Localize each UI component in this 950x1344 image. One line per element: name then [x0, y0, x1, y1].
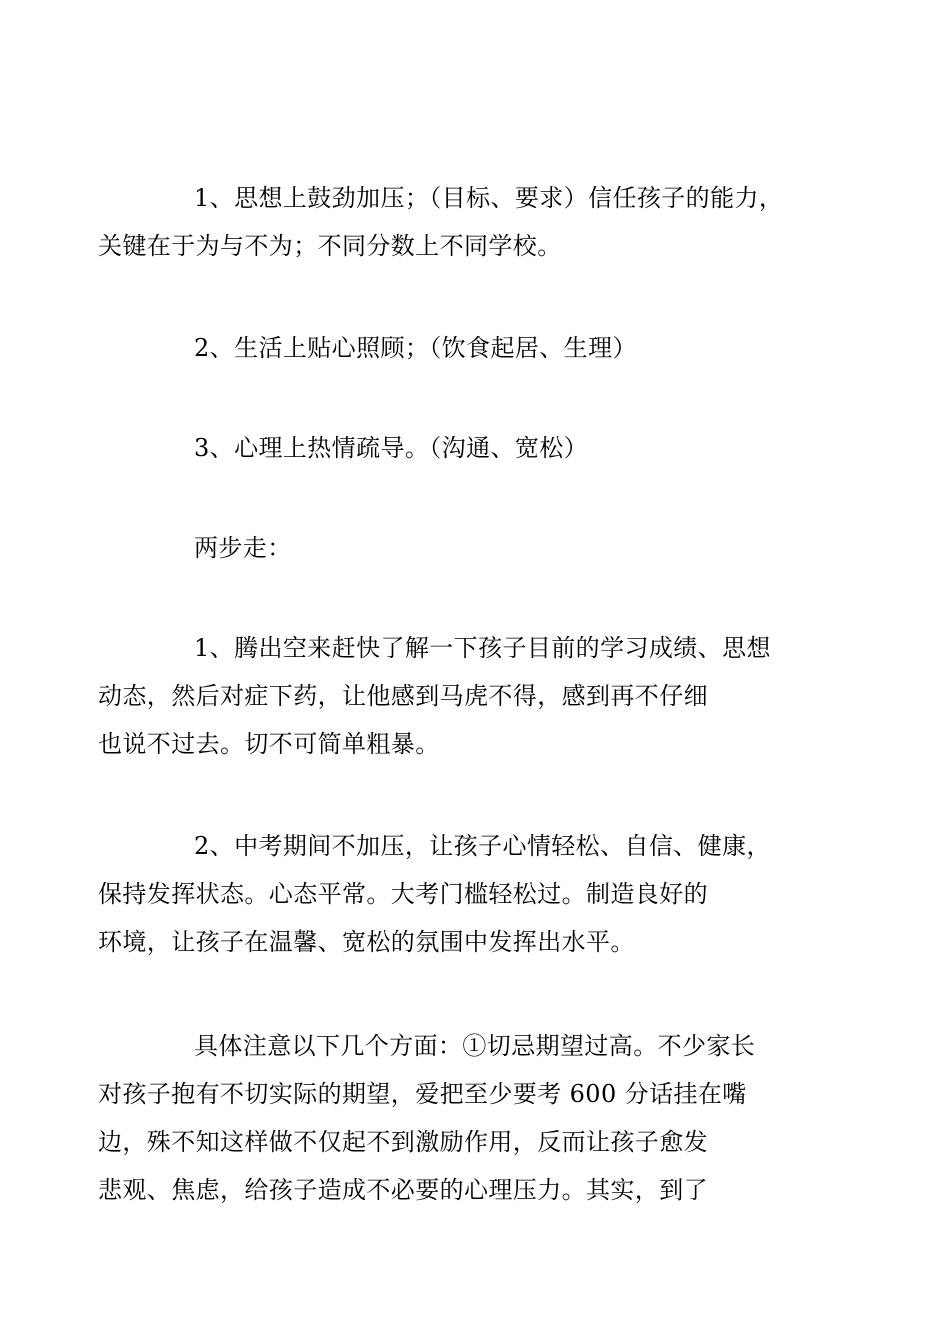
paragraph-4 [146, 524, 818, 572]
paragraph-7-line-3: 边，殊不知这样做不仅起不到激励作用，反而让孩子愈发 [98, 1128, 708, 1156]
paragraph-5-line-3: 也说不过去。切不可简单粗暴。 [98, 730, 440, 758]
paragraph-5 [98, 624, 818, 768]
paragraph-6-line-3: 环境，让孩子在温馨、宽松的氛围中发挥出水平。 [98, 928, 635, 956]
paragraph-2 [146, 324, 818, 372]
paragraph-3-line-1: 3、心理上热情疏导。（沟通、宽松） [194, 434, 589, 462]
paragraph-6 [98, 822, 818, 966]
paragraph-4-line-1: 两步走： [194, 534, 292, 562]
paragraph-1-line-1: 1、思想上鼓劲加压；（目标、要求）信任孩子的能力， [194, 184, 784, 212]
paragraph-6-line-2: 保持发挥状态。心态平常。大考门槛轻松过。制造良好的 [98, 880, 708, 908]
paragraph-6-line-1: 2、中考期间不加压，让孩子心情轻松、自信、健康， [194, 832, 771, 860]
paragraph-7 [98, 1022, 818, 1214]
paragraph-1-line-2: 关键在于为与不为；不同分数上不同学校。 [98, 232, 562, 260]
paragraph-7-line-2: 对孩子抱有不切实际的期望，爱把至少要考 600 分话挂在嘴 [98, 1080, 747, 1108]
paragraph-3 [146, 424, 818, 472]
paragraph-5-line-1: 1、腾出空来赶快了解一下孩子目前的学习成绩、思想 [194, 634, 771, 662]
paragraph-2-line-1: 2、生活上贴心照顾；（饮食起居、生理） [194, 334, 637, 362]
paragraph-1 [98, 174, 818, 270]
paragraph-5-line-2: 动态，然后对症下药，让他感到马虎不得，感到再不仔细 [98, 682, 708, 710]
paragraph-7-line-1: 具体注意以下几个方面：①切忌期望过高。不少家长 [194, 1032, 756, 1060]
paragraph-7-line-4: 悲观、焦虑，给孩子造成不必要的心理压力。其实，到了 [98, 1176, 708, 1204]
